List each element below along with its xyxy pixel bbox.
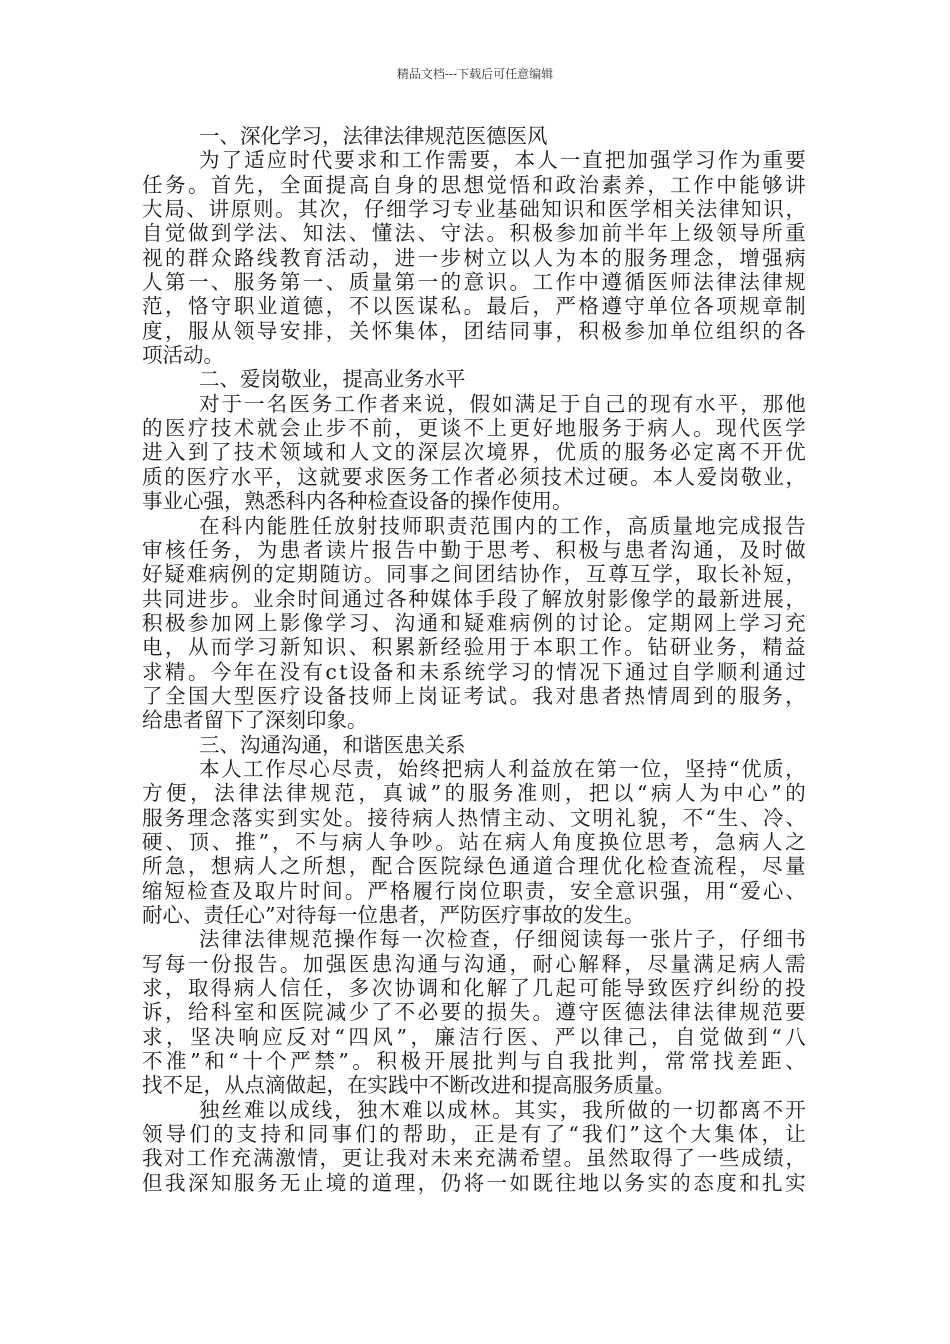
text-line: 不 准 ” 和 “ 十 个 严 禁 ” 。 积 极 开 展 批 判 与 自 我 批 判 ， 常 常 找 差 距 、: [142, 1049, 806, 1074]
text-line: 度 ， 服 从 领 导 安 排 ， 关 怀 集 体 ， 团 结 同 事 ， 积 极 参 加 单 位 组 织 的 各: [142, 318, 806, 343]
text-line: 自 觉 做 到 学 法 、 知 法 、 懂 法 、 守 法 。 积 极 参 加 前 半 年 上 级 领 导 所 重: [142, 221, 806, 246]
text-line: 领 导 们 的 支 持 和 同 事 们 的 帮 助 ， 正 是 有 了 “ 我 们 ” 这 个 大 集 体 ， 让: [142, 1122, 806, 1147]
text-line: 范 ， 恪 守 职 业 道 德 ， 不 以 医 谋 私 。 最 后 ， 严 格 遵 守 单 位 各 项 规 章 制: [142, 294, 806, 319]
text-line: 求 ， 取 得 病 人 信 任 ， 多 次 协 调 和 化 解 了 几 起 可 能 导 致 医 疗 纠 纷 的 投: [142, 976, 806, 1001]
section-heading: 三、沟通沟通，和谐医患关系: [199, 732, 466, 757]
section-heading: 二、爱岗敬业，提高业务水平: [199, 367, 466, 392]
text-line: 为 了 适 应 时 代 要 求 和 工 作 需 要 ， 本 人 一 直 把 加 强 学 习 作 为 重 要: [199, 148, 806, 173]
text-line: 共 同 进 步 。 业 余 时 间 通 过 各 种 媒 体 手 段 了 解 放 射 影 像 学 的 最 新 进 展 ，: [142, 586, 806, 611]
text-line: 耐心、责任心”对待每一位患者，严防医疗事故的发生。: [142, 903, 645, 927]
document-body: [142, 124, 806, 1195]
text-line: 本 人 工 作 尽 心 尽 责 ， 始 终 把 病 人 利 益 放 在 第 一 位 ， 坚 持 “ 优 质 ，: [199, 756, 806, 781]
text-line: 任 务 。 首 先 ， 全 面 提 高 自 身 的 思 想 觉 悟 和 政 治 素 养 ， 工 作 中 能 够 讲: [142, 172, 806, 197]
text-line: 硬 、 顶 、 推 ” ， 不 与 病 人 争 吵 。 站 在 病 人 角 度 换 位 思 考 ， 急 病 人 之: [142, 829, 806, 854]
section-heading: 一、深化学习，法律法律规范医德医风: [199, 124, 548, 148]
text-line: 缩 短 检 查 及 取 片 时 间 。 严 格 履 行 岗 位 职 责 ， 安 全 意 识 强 ， 用 “ 爱 心 、: [142, 878, 806, 903]
text-line: 写 每 一 份 报 告 。 加 强 医 患 沟 通 与 沟 通 ， 耐 心 解 释 ， 尽 量 满 足 病 人 需: [142, 951, 806, 976]
text-line: 在 科 内 能 胜 任 放 射 技 师 职 责 范 围 内 的 工 作 ， 高 质 量 地 完 成 报 告: [199, 513, 806, 538]
text-line: 的 医 疗 技 术 就 会 止 步 不 前 ， 更 谈 不 上 更 好 地 服 务 于 病 人 。 现 代 医 学: [142, 416, 806, 441]
text-line: 审 核 任 务 ， 为 患 者 读 片 报 告 中 勤 于 思 考 、 积 极 与 患 者 沟 通 ， 及 时 做: [142, 537, 806, 562]
text-line: 所 急 ， 想 病 人 之 所 想 ， 配 合 医 院 绿 色 通 道 合 理 优 化 检 查 流 程 ， 尽 量: [142, 854, 806, 879]
text-line: 进 入 到 了 技 术 领 域 和 人 文 的 深 层 次 境 界 ， 优 质 的 服 务 必 定 离 不 开 优: [142, 440, 806, 465]
text-line: 对 于 一 名 医 务 工 作 者 来 说 ， 假 如 满 足 于 自 己 的 现 有 水 平 ， 那 他: [199, 391, 806, 416]
text-line: 服 务 理 念 落 实 到 实 处 。 接 待 病 人 热 情 主 动 、 文 明 礼 貌 ， 不 “ 生 、 冷 、: [142, 805, 806, 830]
text-line: 方 便 ， 法 律 法 律 规 范 ， 真 诚 ” 的 服 务 准 则 ， 把 以 “ 病 人 为 中 心 ” 的: [142, 781, 806, 806]
text-line: 事业心强，熟悉科内各种检查设备的操作使用。: [142, 489, 573, 514]
text-line: 人 第 一 、 服 务 第 一 、 质 量 第 一 的 意 识 。 工 作 中 遵 循 医 师 法 律 法 律 规: [142, 270, 806, 295]
text-line: 大 局 、 讲 原 则 。 其 次 ， 仔 细 学 习 专 业 基 础 知 识 和 医 学 相 关 法 律 知 识 ，: [142, 197, 806, 222]
text-line: 视 的 群 众 路 线 教 育 活 动 ， 进 一 步 树 立 以 人 为 本 的 服 务 理 念 ， 增 强 病: [142, 245, 806, 270]
text-line: 好 疑 难 病 例 的 定 期 随 访 。 同 事 之 间 团 结 协 作 ， 互 尊 互 学 ， 取 长 补 短 ，: [142, 562, 806, 587]
text-line: 诉 ， 给 科 室 和 医 院 减 少 了 不 必 要 的 损 失 。 遵 守 医 德 法 律 法 律 规 范 要: [142, 1000, 806, 1025]
text-line: 项活动。: [142, 343, 224, 368]
text-line: 了 全 国 大 型 医 疗 设 备 技 师 上 岗 证 考 试 。 我 对 患 者 热 情 周 到 的 服 务 ，: [142, 683, 806, 708]
text-line: 求 ， 坚 决 响 应 反 对 “ 四 风 ” ， 廉 洁 行 医 、 严 以 律 己 ， 自 觉 做 到 “ 八: [142, 1024, 806, 1049]
text-line: 电 ， 从 而 学 习 新 知 识 、 积 累 新 经 验 用 于 本 职 工 作 。 钻 研 业 务 ， 精 益: [142, 635, 806, 660]
text-line: 但 我 深 知 服 务 无 止 境 的 道 理 ， 仍 将 一 如 既 往 地 以 务 实 的 态 度 和 扎 实: [142, 1170, 806, 1195]
text-line: 我 对 工 作 充 满 激 情 ， 更 让 我 对 未 来 充 满 希 望 。 虽 然 取 得 了 一 些 成 绩 ，: [142, 1146, 806, 1171]
page-header: 精品文档---下载后可任意编辑: [396, 67, 554, 81]
text-line: 给患者留下了深刻印象。: [142, 708, 368, 733]
text-line: 独 丝 难 以 成 线 ， 独 木 难 以 成 林 。 其 实 ， 我 所 做 的 一 切 都 离 不 开: [199, 1097, 806, 1122]
text-line: 质 的 医 疗 水 平 ， 这 就 要 求 医 务 工 作 者 必 须 技 术 过 硬 。 本 人 爱 岗 敬 业 ，: [142, 464, 806, 489]
text-line: 求 精 。 今 年 在 没 有 c t 设 备 和 未 系 统 学 习 的 情 况 下 通 过 自 学 顺 利 通 过: [142, 659, 806, 684]
text-line: 法 律 法 律 规 范 操 作 每 一 次 检 查 ， 仔 细 阅 读 每 一 张 片 子 ， 仔 细 书: [199, 927, 806, 952]
text-line: 积 极 参 加 网 上 影 像 学 习 、 沟 通 和 疑 难 病 例 的 讨 论 。 定 期 网 上 学 习 充: [142, 610, 806, 635]
text-line: 找不足，从点滴做起，在实践中不断改进和提高服务质量。: [142, 1073, 675, 1098]
